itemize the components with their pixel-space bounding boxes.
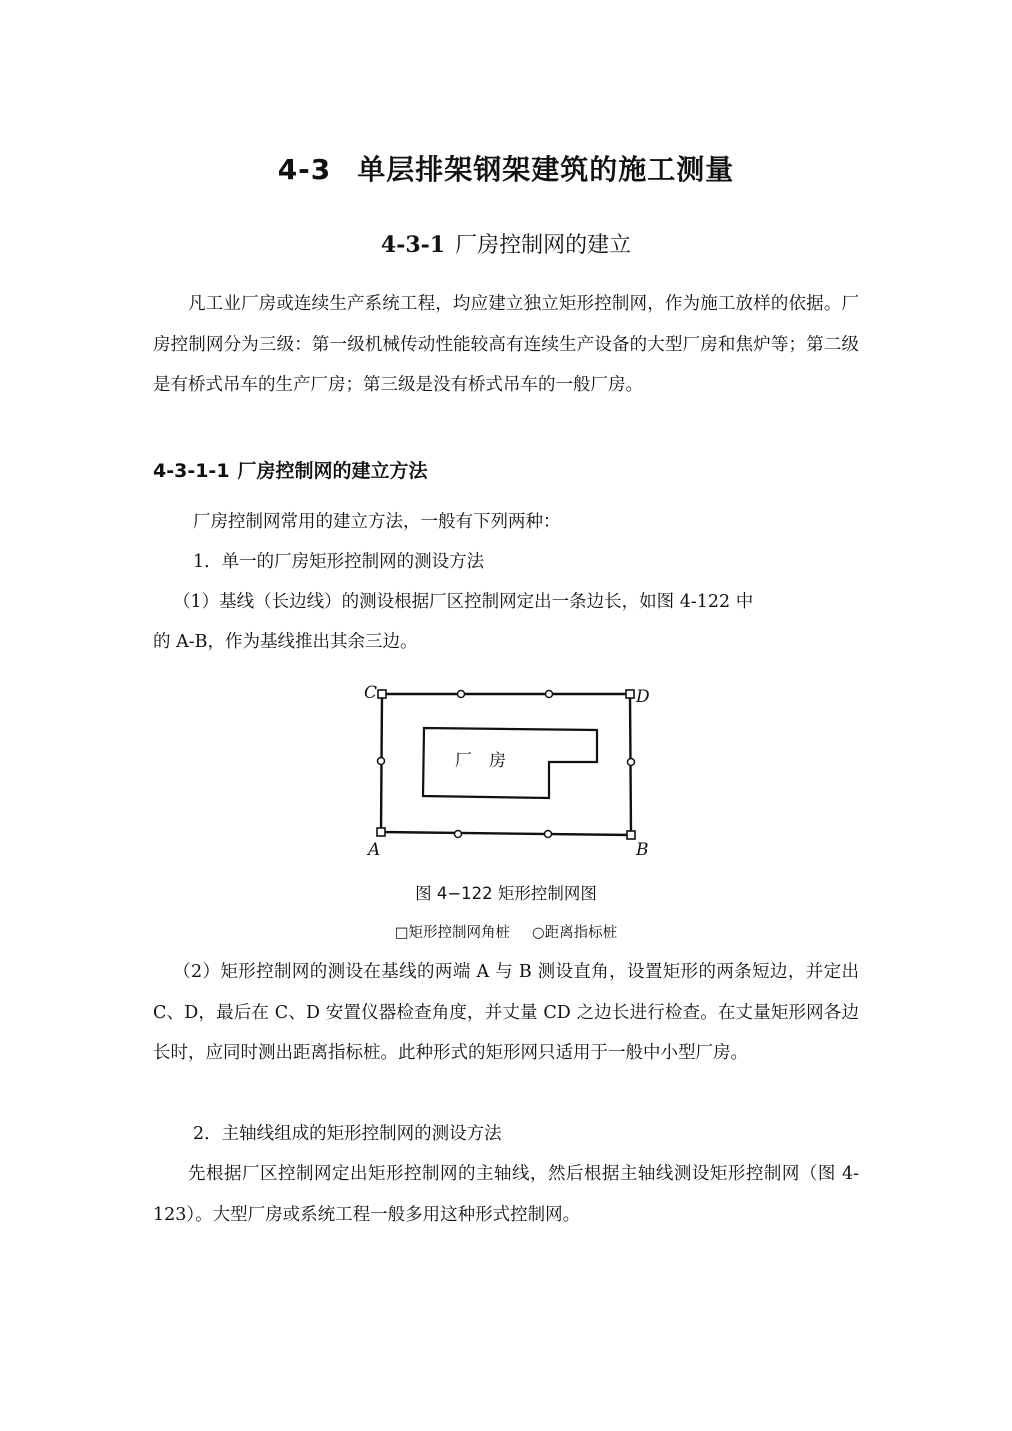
method2-heading: 2．主轴线组成的矩形控制网的测设方法 — [193, 1124, 502, 1144]
distance-stake — [546, 691, 553, 698]
distance-stake-legend-text: 距离指标桩 — [544, 925, 618, 941]
distance-stake-legend-symbol: ○ — [532, 925, 545, 941]
distance-stake — [378, 758, 385, 765]
section-heading — [0, 148, 1012, 188]
corner-stake-legend-symbol: □ — [394, 925, 409, 941]
building-outline — [423, 728, 597, 798]
building-label: 厂 房 — [455, 751, 506, 771]
corner-stake-d — [626, 690, 634, 698]
step1-line1: （1）基线（长边线）的测设根据厂区控制网定出一条边长，如图 4-122 中 — [173, 592, 754, 612]
point-label-a: A — [368, 840, 381, 860]
distance-stake — [628, 759, 635, 766]
step2-paragraph: （2）矩形控制网的测设在基线的两端 A 与 B 测设直角，设置矩形的两条短边，并定出 C、D，最后在 C、D 安置仪器检查角度，并丈量 CD 之边长进行检查。在丈量矩形网各边长时，应同时测出距离指标桩。此种形式的矩形网只适用于一般中小型厂房。 — [153, 962, 859, 1063]
subsubsection-number: 4-3-1-1 — [153, 460, 230, 482]
method2-paragraph: 先根据厂区控制网定出矩形控制网的主轴线，然后根据主轴线测设矩形控制网（图 4-123）。大型厂房或系统工程一般多用这种形式控制网。 — [153, 1164, 859, 1225]
subsection-heading — [0, 228, 1012, 259]
figure-caption: 图 4−122 矩形控制网图 — [415, 884, 597, 903]
subsection-title: 厂房控制网的建立 — [455, 233, 632, 258]
corner-stake-a — [377, 828, 385, 836]
corner-stake-c — [378, 690, 386, 698]
subsubsection-heading — [153, 456, 428, 483]
subsection-number: 4-3-1 — [380, 232, 446, 258]
method1-heading: 1．单一的厂房矩形控制网的测设方法 — [193, 552, 485, 572]
distance-stake — [455, 831, 462, 838]
distance-stake — [545, 831, 552, 838]
rectangular-control-net-figure — [360, 680, 660, 860]
step1-line2: 的 A-B，作为基线推出其余三边。 — [153, 632, 418, 652]
subsubsection-title: 厂房控制网的建立方法 — [237, 460, 428, 482]
methods-intro: 厂房控制网常用的建立方法，一般有下列两种： — [193, 512, 561, 532]
corner-stake-legend-text: 矩形控制网角桩 — [408, 925, 511, 941]
corner-stake-b — [627, 831, 635, 839]
figure-legend — [0, 921, 1012, 942]
point-label-d: D — [636, 687, 650, 707]
section-title: 单层排架钢架建筑的施工测量 — [357, 153, 735, 186]
distance-stake — [458, 691, 465, 698]
point-label-b: B — [636, 840, 649, 860]
section-number: 4-3 — [277, 153, 332, 186]
control-net-rectangle — [381, 694, 631, 835]
point-label-c: C — [364, 683, 378, 703]
intro-paragraph: 凡工业厂房或连续生产系统工程，均应建立独立矩形控制网，作为施工放样的依据。厂房控制网分为三级：第一级机械传动性能较高有连续生产设备的大型厂房和焦炉等；第二级是有桥式吊车的生产厂房；第三级是没有桥式吊车的一般厂房。 — [153, 294, 859, 395]
